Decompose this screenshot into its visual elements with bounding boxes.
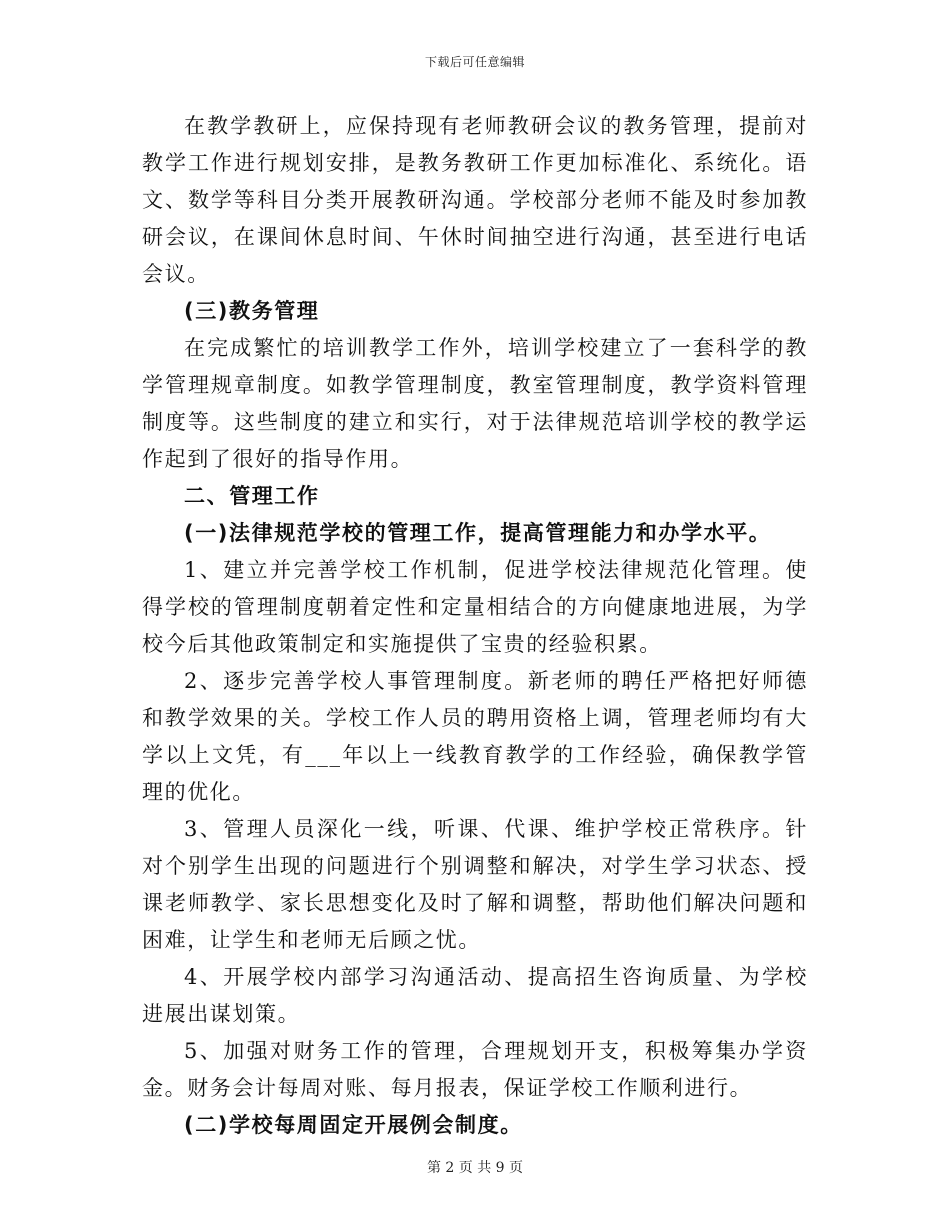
paragraph-management-rules: 在完成繁忙的培训教学工作外，培训学校建立了一套科学的教学管理规章制度。如教学管理制度，教室管理制度，教学资料管理制度等。这些制度的建立和实行，对于法律规范培训学校的教学运作起到了很好的指导作用。 bbox=[142, 336, 808, 471]
paragraph-item-4: 4、开展学校内部学习沟通活动、提高招生咨询质量、为学校进展出谋划策。 bbox=[142, 965, 808, 1026]
paragraph-teaching-research: 在教学教研上，应保持现有老师教研会议的教务管理，提前对教学工作进行规划安排，是教务教研工作更加标准化、系统化。语文、数学等科目分类开展教研沟通。学校部分老师不能及时参加教研会议，在课间休息时间、午休时间抽空进行沟通，甚至进行电话会议。 bbox=[142, 114, 808, 286]
heading-weekly-meeting: (二)学校每周固定开展例会制度。 bbox=[184, 1113, 523, 1137]
paragraph-item-2: 2、逐步完善学校人事管理制度。新老师的聘任严格把好师德和教学效果的关。学校工作人员的聘用资格上调，管理老师均有大学以上文凭，有___年以上一线教育教学的工作经验，确保教学管理的优化。 bbox=[142, 669, 808, 804]
heading-legal-management: (一)法律规范学校的管理工作，提高管理能力和办学水平。 bbox=[184, 521, 772, 545]
heading-academic-affairs: (三)教务管理 bbox=[184, 299, 320, 323]
paragraph-item-3: 3、管理人员深化一线，听课、代课、维护学校正常秩序。针对个别学生出现的问题进行个别调整和解决，对学生学习状态、授课老师教学、家长思想变化及时了解和调整，帮助他们解决问题和困难，让学生和老师无后顾之忧。 bbox=[142, 817, 808, 952]
paragraph-item-1: 1、建立并完善学校工作机制，促进学校法律规范化管理。使得学校的管理制度朝着定性和定量相结合的方向健康地进展，为学校今后其他政策制定和实施提供了宝贵的经验积累。 bbox=[142, 558, 808, 656]
page-number: 第 2 页 共 9 页 bbox=[426, 1160, 524, 1176]
document-body bbox=[142, 108, 808, 1144]
paragraph-item-5: 5、加强对财务工作的管理，合理规划开支，积极筹集办学资金。财务会计每周对账、每月报表，保证学校工作顺利进行。 bbox=[142, 1039, 808, 1100]
heading-management-work: 二、管理工作 bbox=[184, 484, 320, 508]
page-header-note: 下载后可任意编辑 bbox=[424, 55, 525, 69]
